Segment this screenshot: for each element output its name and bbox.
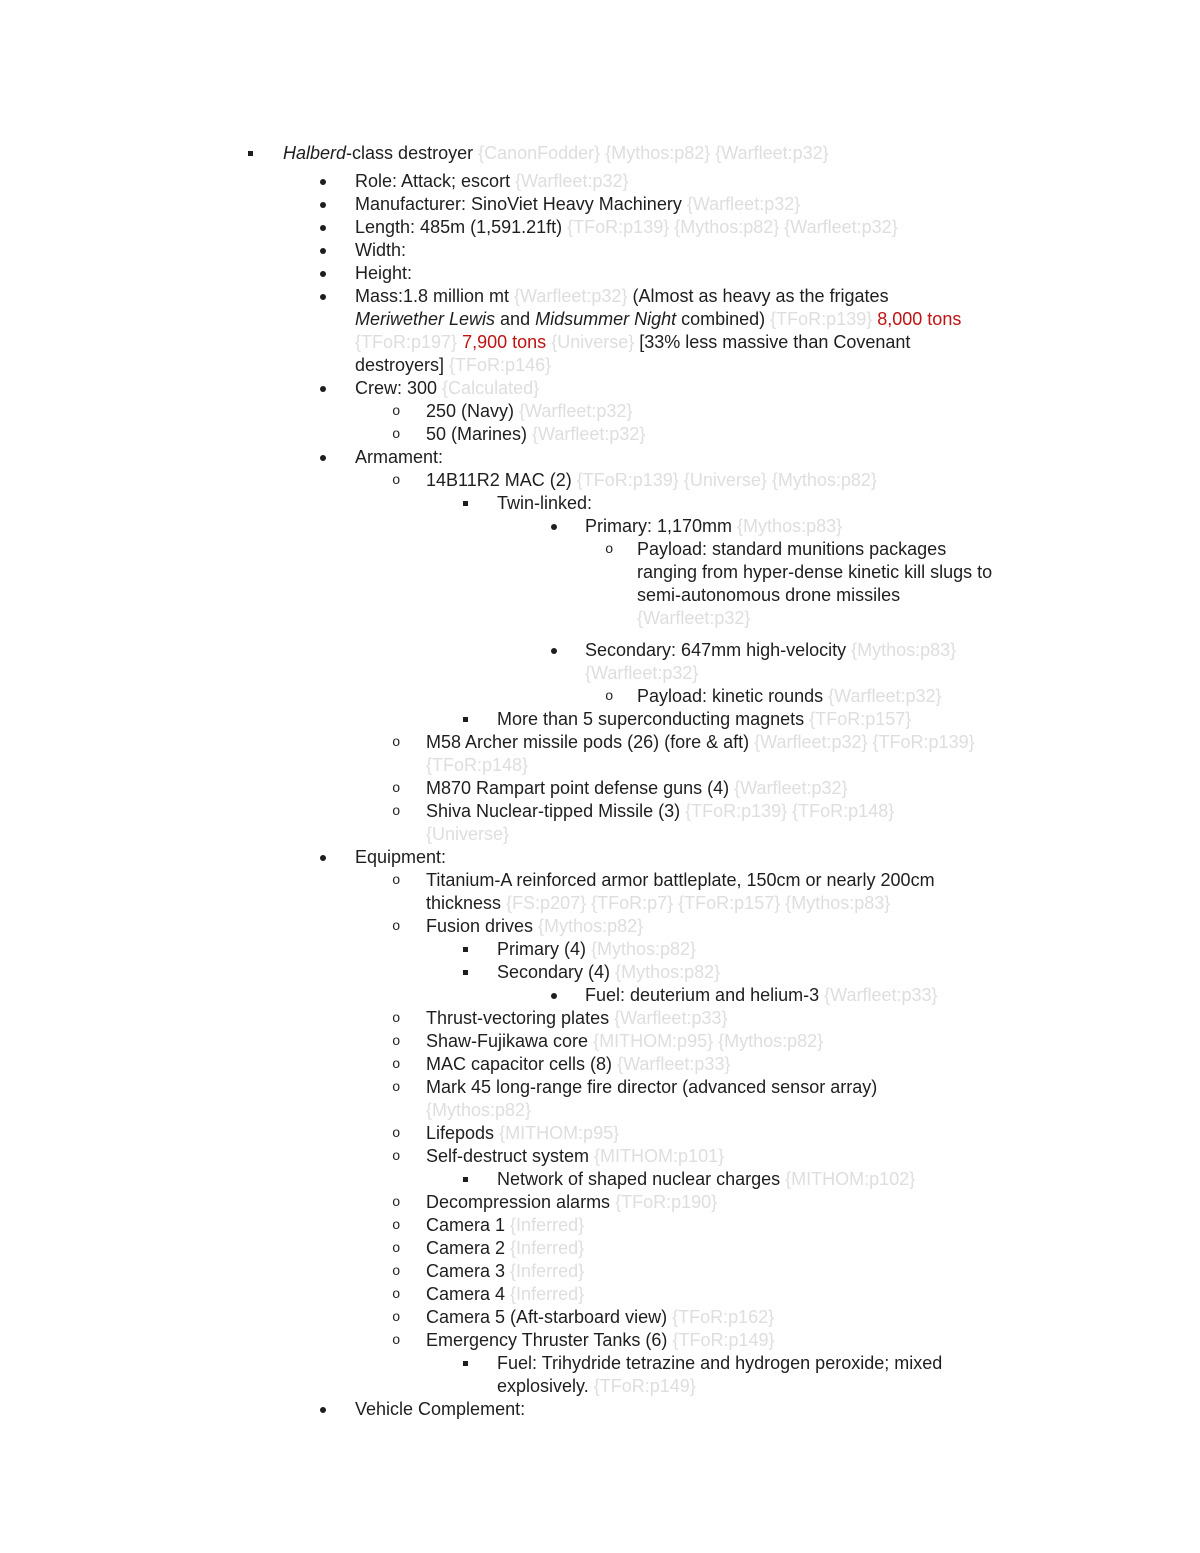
citation-segment: {Warfleet:p33}	[824, 985, 938, 1005]
list-item	[0, 869, 1200, 915]
bullet-circle-icon: o	[392, 426, 401, 443]
list-item	[0, 446, 1200, 469]
citation-segment: {MITHOM:p95} {Mythos:p82}	[593, 1031, 824, 1051]
bullet-circle-icon: o	[392, 1309, 401, 1326]
bullet-circle-icon: o	[605, 541, 614, 558]
citation-segment: {MITHOM:p95}	[499, 1123, 620, 1143]
citation-segment: {Mythos:p83}	[737, 516, 843, 536]
list-item	[0, 515, 1200, 538]
text-segment: M870 Rampart point defense guns (4)	[426, 778, 735, 798]
bullet-square-icon	[463, 1352, 468, 1375]
citation-segment: {MITHOM:p102}	[785, 1169, 916, 1189]
list-item	[0, 1214, 1200, 1237]
bullet-disc-icon	[320, 446, 326, 469]
text-segment: Halberd	[283, 143, 347, 163]
text-segment: Payload: standard munitions packages	[637, 539, 947, 559]
text-segment: Titanium-A reinforced armor battleplate, 150cm or nearly 200cm	[426, 870, 935, 890]
citation-segment: {TFoR:p139} {Mythos:p82} {Warfleet:p32}	[567, 217, 898, 237]
text-segment: Camera 5 (Aft-starboard view)	[426, 1307, 673, 1327]
text-segment: Fusion drives	[426, 916, 539, 936]
text-segment: Mass:1.8 million mt	[355, 286, 515, 306]
highlight-segment: 8,000 tons	[877, 309, 962, 329]
citation-segment: {Warfleet:p32}	[532, 424, 646, 444]
bullet-circle-icon: o	[392, 1263, 401, 1280]
bullet-circle-icon: o	[392, 403, 401, 420]
bullet-disc-icon	[320, 1398, 326, 1421]
text-segment: Crew: 300	[355, 378, 443, 398]
citation-segment: {TFoR:p139} {TFoR:p148}	[685, 801, 895, 821]
text-segment: Shaw-Fujikawa core	[426, 1031, 594, 1051]
list-item	[0, 846, 1200, 869]
text-segment: and	[495, 309, 536, 329]
text-segment: 250 (Navy)	[426, 401, 520, 421]
text-segment: Lifepods	[426, 1123, 500, 1143]
bullet-circle-icon: o	[392, 1056, 401, 1073]
citation-segment: {Mythos:p83}	[851, 640, 957, 660]
text-segment: Twin-linked:	[497, 493, 593, 513]
bullet-circle-icon: o	[392, 1125, 401, 1142]
text-segment: [33% less massive than Covenant	[634, 332, 911, 352]
citation-segment: {Warfleet:p32}	[515, 171, 629, 191]
list-item	[0, 800, 1200, 846]
text-segment: 14B11R2 MAC (2)	[426, 470, 577, 490]
text-segment: Thrust-vectoring plates	[426, 1008, 615, 1028]
text-segment: Fuel: deuterium and helium-3	[585, 985, 825, 1005]
bullet-square-icon	[463, 1168, 468, 1191]
citation-segment: {Calculated}	[442, 378, 540, 398]
text-segment: Fuel: Trihydride tetrazine and hydrogen peroxide; mixed	[497, 1353, 943, 1373]
list-item	[0, 1398, 1200, 1421]
list-item	[0, 142, 1200, 165]
text-segment: Emergency Thruster Tanks (6)	[426, 1330, 673, 1350]
list-item	[0, 377, 1200, 400]
citation-segment: {TFoR:p157}	[809, 709, 912, 729]
citation-segment: {Universe}	[551, 332, 635, 352]
highlight-segment: 7,900 tons	[462, 332, 547, 352]
bullet-square-icon	[463, 492, 468, 515]
list-item	[0, 170, 1200, 193]
citation-segment: {TFoR:p146}	[449, 355, 552, 375]
text-segment: Self-destruct system	[426, 1146, 595, 1166]
text-segment: MAC capacitor cells (8)	[426, 1054, 618, 1074]
bullet-square-icon	[463, 938, 468, 961]
text-segment: -class destroyer	[346, 143, 479, 163]
citation-segment: {Inferred}	[510, 1261, 585, 1281]
list-item	[0, 1306, 1200, 1329]
citation-segment: {Mythos:p82}	[538, 916, 644, 936]
list-item	[0, 639, 1200, 685]
bullet-disc-icon	[551, 639, 557, 662]
text-segment: Equipment:	[355, 847, 447, 867]
text-segment: semi-autonomous drone missiles	[637, 585, 901, 605]
citation-segment: {Universe}	[426, 824, 510, 844]
citation-segment: {TFoR:p162}	[672, 1307, 775, 1327]
bullet-circle-icon: o	[392, 872, 401, 889]
list-item	[0, 1283, 1200, 1306]
bullet-circle-icon: o	[392, 1194, 401, 1211]
bullet-disc-icon	[551, 515, 557, 538]
citation-segment: {Warfleet:p33}	[617, 1054, 731, 1074]
list-item	[0, 262, 1200, 285]
list-item	[0, 423, 1200, 446]
list-item	[0, 1237, 1200, 1260]
bullet-circle-icon: o	[392, 734, 401, 751]
list-item	[0, 285, 1200, 377]
bullet-circle-icon: o	[392, 780, 401, 797]
text-segment: Primary (4)	[497, 939, 591, 959]
list-item	[0, 685, 1200, 708]
citation-segment: {Warfleet:p32} {TFoR:p139}	[754, 732, 975, 752]
bullet-circle-icon: o	[392, 1217, 401, 1234]
bullet-disc-icon	[320, 262, 326, 285]
bullet-disc-icon	[320, 239, 326, 262]
text-segment: Decompression alarms	[426, 1192, 616, 1212]
citation-segment: {TFoR:p148}	[426, 755, 529, 775]
list-item	[0, 1007, 1200, 1030]
text-segment: Camera 4	[426, 1284, 511, 1304]
list-item	[0, 1030, 1200, 1053]
citation-segment: {Warfleet:p32}	[828, 686, 942, 706]
citation-segment: {FS:p207} {TFoR:p7} {TFoR:p157} {Mythos:p83}	[506, 893, 891, 913]
bullet-circle-icon: o	[392, 918, 401, 935]
text-segment: Vehicle Complement:	[355, 1399, 526, 1419]
list-item	[0, 961, 1200, 984]
list-item	[0, 1329, 1200, 1352]
list-item	[0, 1168, 1200, 1191]
bullet-circle-icon: o	[392, 1148, 401, 1165]
list-item	[0, 1191, 1200, 1214]
list-item	[0, 938, 1200, 961]
citation-segment: {Warfleet:p32}	[637, 608, 751, 628]
list-item	[0, 239, 1200, 262]
citation-segment: {Warfleet:p32}	[585, 663, 699, 683]
list-item	[0, 731, 1200, 777]
bullet-disc-icon	[320, 846, 326, 869]
citation-segment: {Mythos:p82}	[426, 1100, 532, 1120]
bullet-circle-icon: o	[392, 472, 401, 489]
citation-segment: {Warfleet:p32}	[686, 194, 801, 214]
list-item	[0, 1260, 1200, 1283]
text-segment: More than 5 superconducting magnets	[497, 709, 810, 729]
text-segment: Payload: kinetic rounds	[637, 686, 829, 706]
text-segment: Camera 1	[426, 1215, 511, 1235]
text-segment: 50 (Marines)	[426, 424, 533, 444]
list-item	[0, 1145, 1200, 1168]
citation-segment: {Inferred}	[510, 1284, 585, 1304]
citation-segment: {TFoR:p190}	[615, 1192, 718, 1212]
bullet-disc-icon	[320, 285, 326, 308]
list-item	[0, 538, 1200, 630]
citation-segment: {Warfleet:p32}	[514, 286, 628, 306]
citation-segment: {TFoR:p149}	[593, 1376, 696, 1396]
list-item	[0, 1053, 1200, 1076]
citation-segment: {CanonFodder} {Mythos:p82} {Warfleet:p32}	[478, 143, 829, 163]
citation-segment: {TFoR:p197}	[355, 332, 458, 352]
list-item	[0, 984, 1200, 1007]
citation-segment: {MITHOM:p101}	[594, 1146, 725, 1166]
list-item	[0, 193, 1200, 216]
bullet-circle-icon: o	[392, 1332, 401, 1349]
text-segment: Network of shaped nuclear charges	[497, 1169, 786, 1189]
list-item	[0, 1076, 1200, 1122]
citation-segment: {TFoR:p139} {Universe} {Mythos:p82}	[576, 470, 877, 490]
text-segment: Armament:	[355, 447, 444, 467]
citation-segment: {Warfleet:p32}	[519, 401, 633, 421]
list-item	[0, 708, 1200, 731]
list-item	[0, 777, 1200, 800]
list-item	[0, 469, 1200, 492]
citation-segment: {Inferred}	[510, 1238, 585, 1258]
text-segment: Secondary: 647mm high-velocity	[585, 640, 852, 660]
citation-segment: {Warfleet:p32}	[734, 778, 848, 798]
list-item	[0, 492, 1200, 515]
list-item	[0, 216, 1200, 239]
text-segment: Height:	[355, 263, 413, 283]
text-segment: Camera 3	[426, 1261, 511, 1281]
bullet-disc-icon	[320, 216, 326, 239]
text-segment: Mark 45 long-range fire director (advanced sensor array)	[426, 1077, 878, 1097]
citation-segment: {Inferred}	[510, 1215, 585, 1235]
list-item	[0, 915, 1200, 938]
text-segment: Secondary (4)	[497, 962, 616, 982]
bullet-square-icon	[463, 708, 468, 731]
text-segment: Midsummer Night	[535, 309, 677, 329]
bullet-disc-icon	[551, 984, 557, 1007]
text-segment: (Almost as heavy as the frigates	[627, 286, 889, 306]
text-segment: destroyers]	[355, 355, 450, 375]
text-segment: Width:	[355, 240, 407, 260]
text-segment: Camera 2	[426, 1238, 511, 1258]
bullet-circle-icon: o	[392, 1079, 401, 1096]
citation-segment: {Mythos:p82}	[615, 962, 721, 982]
bullet-disc-icon	[320, 193, 326, 216]
text-segment: combined)	[676, 309, 771, 329]
bullet-square-icon	[248, 142, 253, 165]
bullet-circle-icon: o	[392, 803, 401, 820]
citation-segment: {Mythos:p82}	[591, 939, 697, 959]
text-segment: M58 Archer missile pods (26) (fore & aft)	[426, 732, 755, 752]
citation-segment: {Warfleet:p33}	[614, 1008, 728, 1028]
text-segment: thickness	[426, 893, 507, 913]
bullet-square-icon	[463, 961, 468, 984]
bullet-disc-icon	[320, 170, 326, 193]
text-segment: Manufacturer: SinoViet Heavy Machinery	[355, 194, 687, 214]
citation-segment: {TFoR:p149}	[672, 1330, 775, 1350]
text-segment: Length: 485m (1,591.21ft)	[355, 217, 568, 237]
text-segment: ranging from hyper-dense kinetic kill slugs to	[637, 562, 993, 582]
text-segment: Role: Attack; escort	[355, 171, 516, 191]
text-segment: Shiva Nuclear-tipped Missile (3)	[426, 801, 686, 821]
bullet-circle-icon: o	[392, 1033, 401, 1050]
bullet-disc-icon	[320, 377, 326, 400]
list-item	[0, 1352, 1200, 1398]
list-item	[0, 400, 1200, 423]
bullet-circle-icon: o	[392, 1010, 401, 1027]
text-segment: explosively.	[497, 1376, 594, 1396]
bullet-circle-icon: o	[392, 1286, 401, 1303]
bullet-circle-icon: o	[392, 1240, 401, 1257]
bullet-circle-icon: o	[605, 688, 614, 705]
text-segment: Primary: 1,170mm	[585, 516, 738, 536]
list-item	[0, 1122, 1200, 1145]
citation-segment: {TFoR:p139}	[770, 309, 873, 329]
text-segment: Meriwether Lewis	[355, 309, 496, 329]
